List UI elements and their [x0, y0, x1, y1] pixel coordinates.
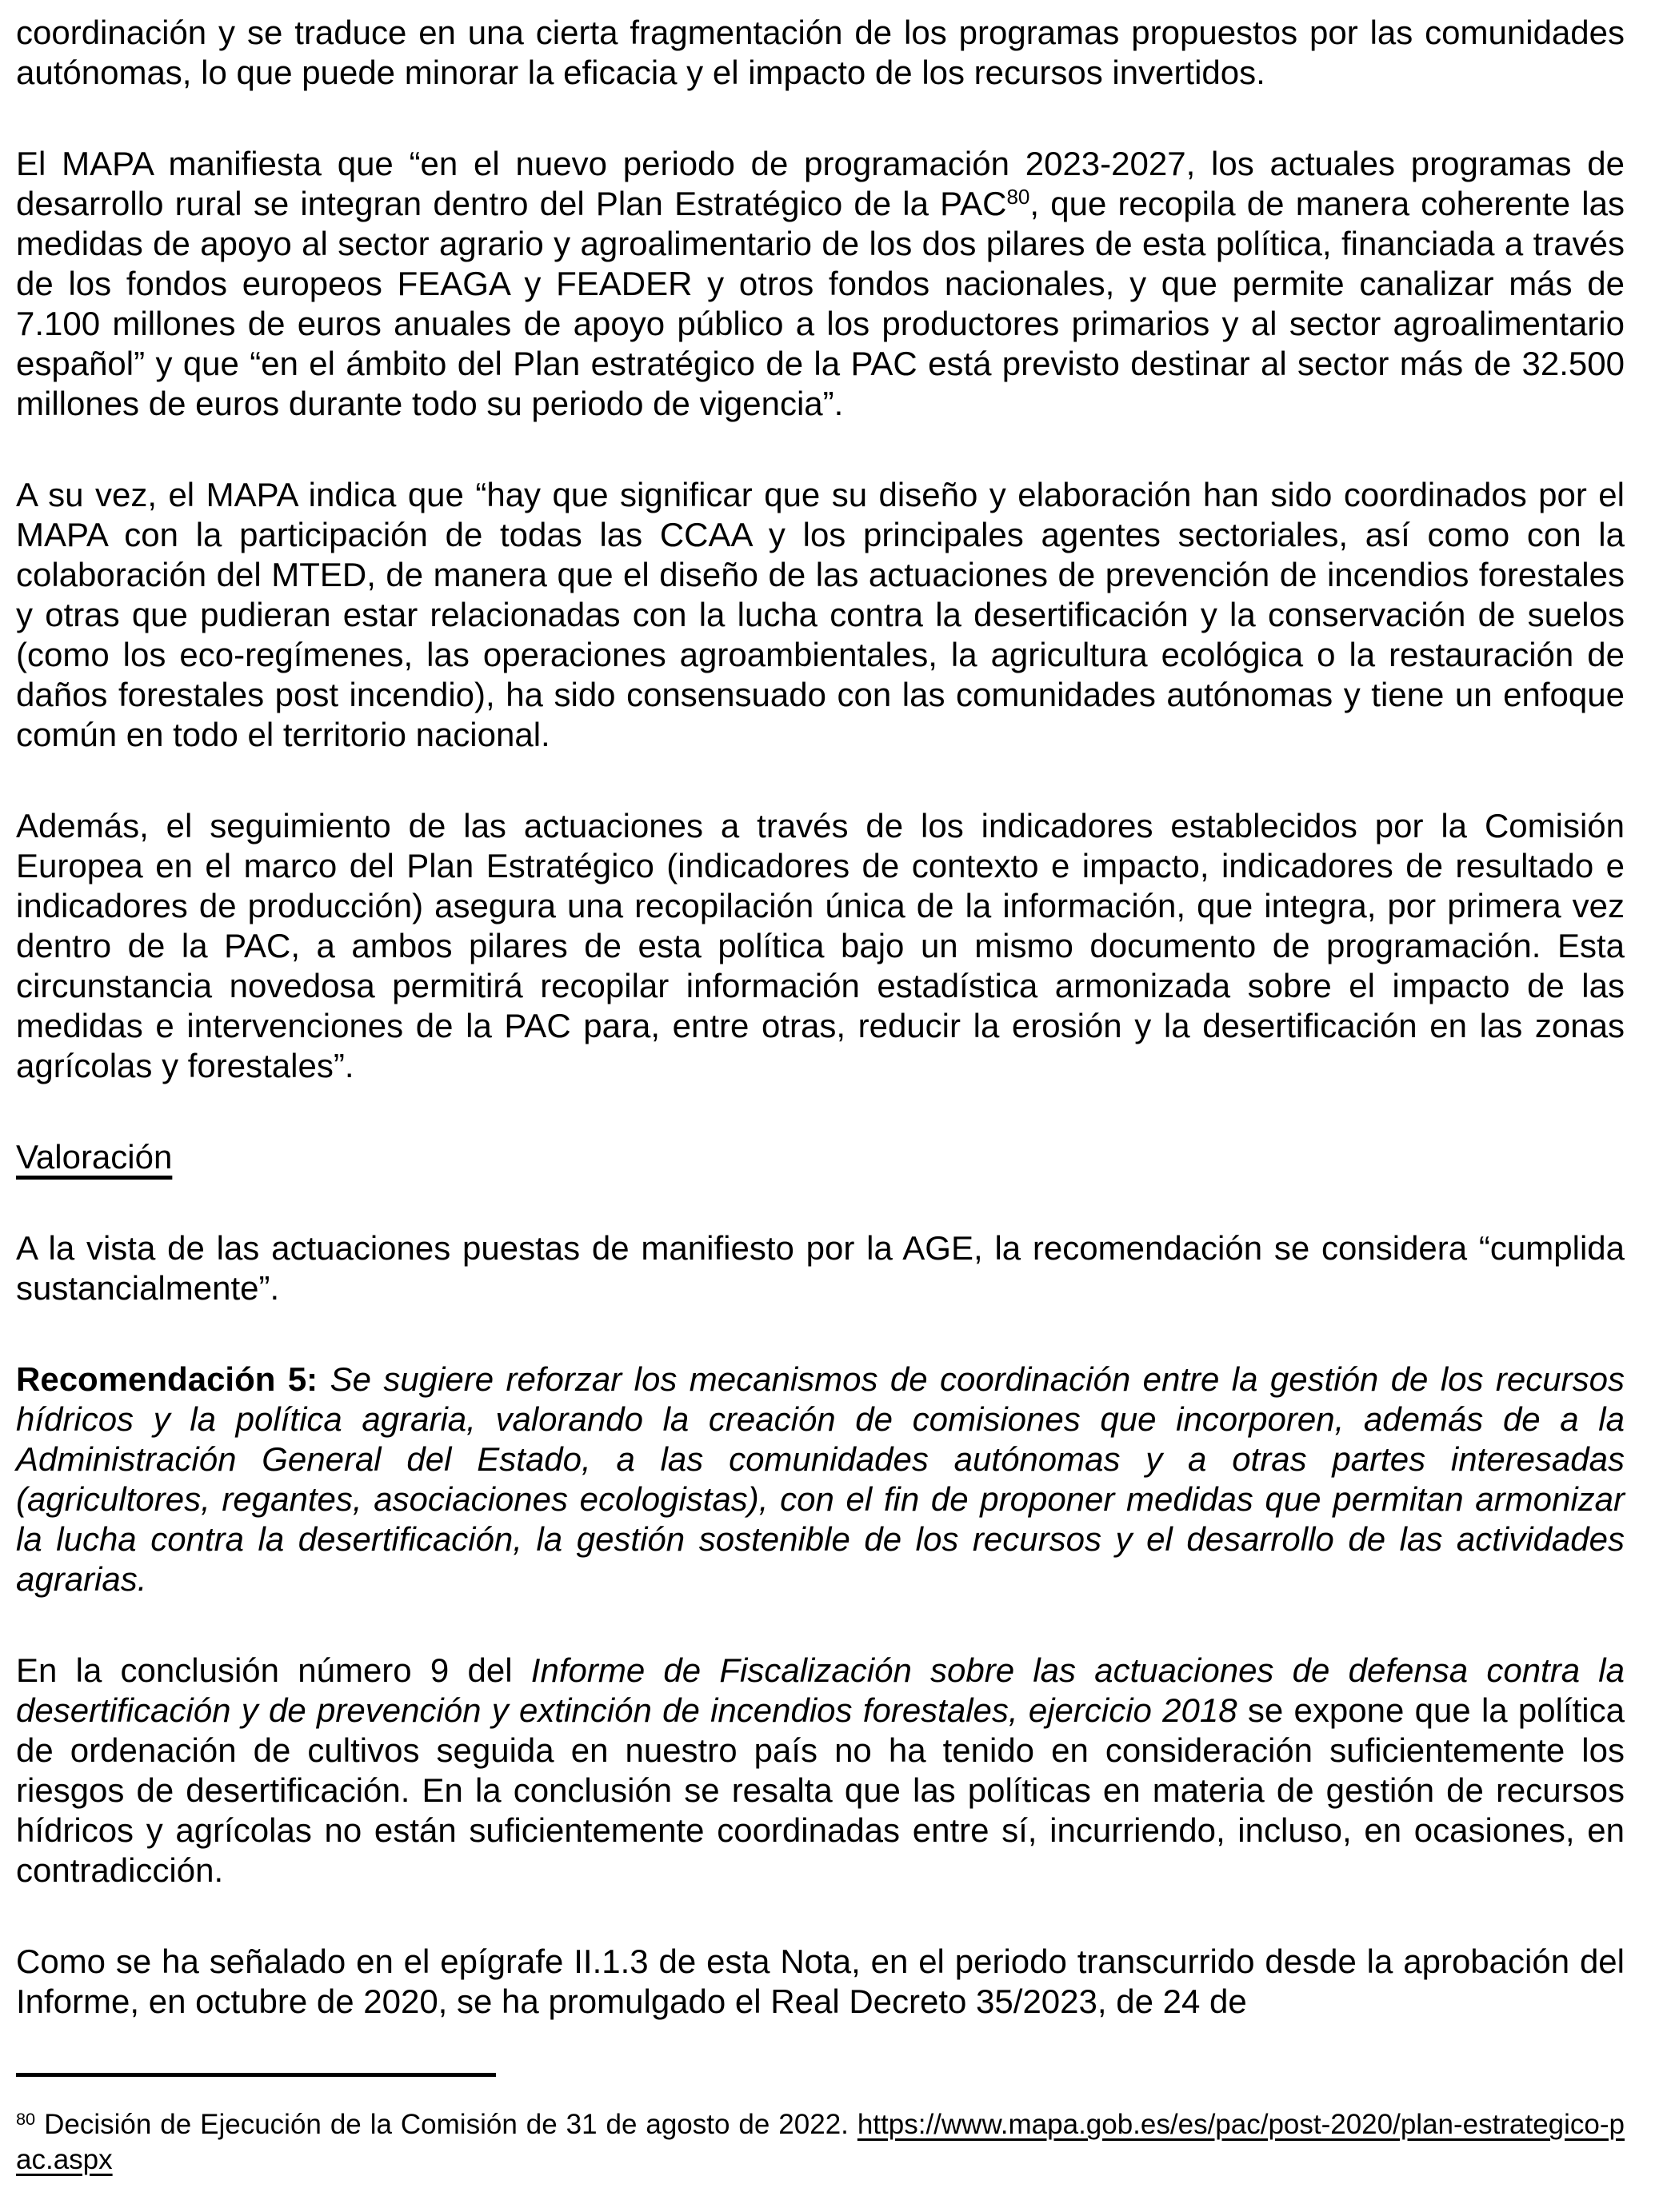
text-run: , que recopila de manera coherente las medidas de apoyo al sector agrario y agroalimentario de los dos pilares de esta política, financiada a través de los fondos europeos FEAGA y FEADER y otros fondos nacionales, y que permite canalizar más de 7.100 millones de euros anuales de apoyo público a los productores primarios y al sector agroalimentario español” y que “en el ámbito del Plan estratégico de la PAC está previsto destinar al sector más de 32.500 millones de euros durante todo su periodo de vigencia”.	[16, 185, 1625, 422]
paragraph-fragmentacion	[16, 13, 1625, 93]
paragraph-a-su-vez	[16, 475, 1625, 755]
footnote-separator	[16, 2073, 496, 2077]
text-run: El MAPA manifiesta que “en el nuevo periodo de programación 2023-2027, los actuales programas de desarrollo rural se integran dentro del Plan Estratégico de la PAC	[16, 145, 1625, 222]
text-run: Se sugiere reforzar los mecanismos de coordinación entre la gestión de los recursos hídricos y la política agraria, valorando la creación de comisiones que incorporen, además de a la Administración General del Estado, a las comunidades autónomas y a otras partes interesadas (agricultores, regantes, asociaciones ecologistas), con el fin de proponer medidas que permitan armonizar la lucha contra la desertificación, la gestión sostenible de los recursos y el desarrollo de las actividades agrarias.	[16, 1360, 1625, 1598]
paragraph-recomendacion-5	[16, 1360, 1625, 1599]
text-run: Además, el seguimiento de las actuaciones a través de los indicadores establecidos por la Comisión Europea en el marco del Plan Estratégico (indicadores de contexto e impacto, indicadores de resultado e indicadores de producción) asegura una recopilación única de la información, que integra, por primera vez dentro de la PAC, a ambos pilares de esta política bajo un mismo documento de programación. Esta circunstancia novedosa permitirá recopilar información estadística armonizada sobre el impacto de las medidas e intervenciones de la PAC para, entre otras, reducir la erosión y la desertificación en las zonas agrícolas y forestales”.	[16, 807, 1625, 1084]
text-run: Recomendación 5:	[16, 1360, 318, 1398]
text-run: Valoración	[16, 1138, 173, 1176]
footnote-number: 80	[16, 2109, 36, 2130]
paragraph-mapa-plan-estrategico	[16, 144, 1625, 424]
paragraph-como-se-ha-senalado	[16, 1942, 1625, 2022]
text-run: se expone que la política de ordenación de cultivos seguida en nuestro país no ha tenido en consideración suficientemente los riesgos de desertificación. En la conclusión se resalta que las políticas en materia de gestión de recursos hídricos y agrícolas no están suficientemente coordinadas entre sí, incurriendo, incluso, en ocasiones, en contradicción.	[16, 1691, 1625, 1889]
footnote-text: Decisión de Ejecución de la Comisión de 31 de agosto de 2022.	[35, 2109, 857, 2140]
heading-valoracion	[16, 1137, 1625, 1177]
paragraph-conclusion-9	[16, 1651, 1625, 1891]
paragraph-valoracion-texto	[16, 1228, 1625, 1308]
document-body	[16, 13, 1625, 2022]
text-run: Como se ha señalado en el epígrafe II.1.3 de esta Nota, en el periodo transcurrido desde la aprobación del Informe, en octubre de 2020, se ha promulgado el Real Decreto 35/2023, de 24 de	[16, 1942, 1625, 2020]
text-run: A su vez, el MAPA indica que “hay que significar que su diseño y elaboración han sido coordinados por el MAPA con la participación de todas las CCAA y los principales agentes sectoriales, así como con la colaboración del MTED, de manera que el diseño de las actuaciones de prevención de incendios forestales y otras que pudieran estar relacionadas con la lucha contra la desertificación y la conservación de suelos (como los eco-regímenes, las operaciones agroambientales, la agricultura ecológica o la restauración de daños forestales post incendio), ha sido consensuado con las comunidades autónomas y tiene un enfoque común en todo el territorio nacional.	[16, 476, 1625, 753]
footnote-area	[16, 2073, 1625, 2178]
footnote-link[interactable]: https://www.mapa.gob.es/es/pac/post-2020/plan-estrategico-pac.aspx	[16, 2109, 1625, 2175]
paragraph-ademas-seguimiento	[16, 806, 1625, 1086]
footnote-reference: 80	[1006, 184, 1030, 209]
footnote	[16, 2107, 1625, 2178]
text-run: Informe de Fiscalización sobre las actuaciones de defensa contra la desertificación y de prevención y extinción de incendios forestales, ejercicio 2018	[16, 1651, 1625, 1729]
text-run: A la vista de las actuaciones puestas de manifiesto por la AGE, la recomendación se considera “cumplida sustancialmente”.	[16, 1229, 1625, 1307]
text-run: coordinación y se traduce en una cierta fragmentación de los programas propuestos por las comunidades autónomas, lo que puede minorar la eficacia y el impacto de los recursos invertidos.	[16, 14, 1625, 91]
text-run: En la conclusión número 9 del	[16, 1651, 531, 1689]
